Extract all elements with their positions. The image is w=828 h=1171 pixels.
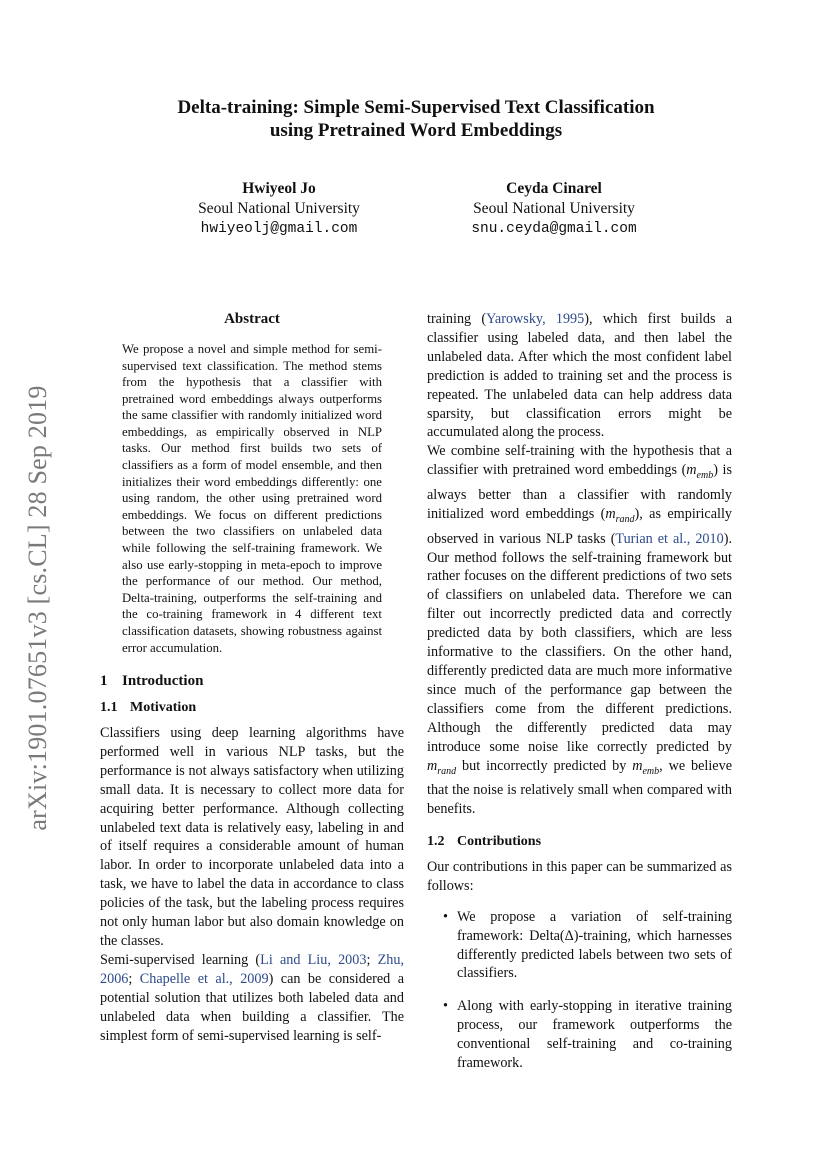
subsection-heading-motivation [100, 699, 404, 718]
subsection-number: 1.1 [100, 700, 118, 716]
right-column [427, 310, 732, 1087]
contributions-list [427, 908, 732, 1073]
abstract-text: We propose a novel and simple method for semi-supervised text classification. The method stems from the hypothesis that a classifier with pretrained word embeddings always outperforms the same classifier with randomly initialized word embeddings, as empirically observed in NLP tasks. Our method first builds two sets of classifiers as a form of model ensemble, and then initializes their word embeddings differently: one using random, the other using pretrained word embeddings. We focus on different predictions between the two classifiers on unlabeled data while following the self-training framework. We also use early-stopping in meta-epoch to improve the performance of our method. Our method, Delta-training, outperforms the self-training and the co-training framework in 4 different text classification datasets, showing robustness against error accumulation. [122, 341, 382, 655]
left-column [100, 310, 404, 1045]
subsection-number: 1.2 [427, 834, 445, 850]
author-affiliation: Seoul National University [473, 200, 635, 217]
author-block-2 [424, 179, 684, 239]
author-block-1 [149, 179, 409, 239]
intro-paragraph-3: training (Yarowsky, 1995), which first builds a classifier using labeled data, and then label the unlabeled data. After which the most confident label prediction is added to training set and the process is repeated. The unlabeled data can help address data sparsity, but classification errors might be accumulated along the process. [427, 311, 732, 441]
math-m-rand: $m_{rand}$ [427, 757, 457, 777]
arxiv-identifier: arXiv:1901.07651v3 [cs.CL] 28 Sep 2019 [23, 385, 52, 831]
citation-chapelle[interactable]: Chapelle et al., 2009 [139, 970, 269, 987]
section-heading-introduction [100, 672, 404, 691]
author-affiliation: Seoul National University [198, 200, 360, 217]
author-name: Ceyda Cinarel [506, 180, 602, 197]
abstract-heading: Abstract [224, 311, 280, 327]
list-item: • Along with early-stopping in iterative training process, our framework outperforms the conventional self-training and co-training framework. [457, 997, 732, 1073]
title-line-2: using Pretrained Word Embeddings [269, 120, 563, 141]
citation-yarowsky[interactable]: Yarowsky, 1995 [486, 311, 585, 327]
math-m-rand: $m_{rand}$ [605, 505, 635, 525]
subsection-title: Motivation [130, 700, 197, 716]
title-line-1: Delta-training: Simple Semi-Supervised Text Classification [177, 97, 655, 118]
list-item: • We propose a variation of self-training framework: Delta(Δ)-training, which harnesses differently predicted labels between two sets of classifiers. [457, 908, 732, 984]
intro-paragraph-1: Classifiers using deep learning algorithms have performed well in various NLP tasks, but the performance is not always satisfactory when utilizing small data. It is necessary to collect more data for acquiring better performance. Although collecting unlabeled text data is relatively easy, labeling in and of itself requires a considerable amount of human labor. In order to incorporate unlabeled data into a task, we have to label the data in accordance to class policies of the task, but the labeling process requires not only human labor but also domain knowledge on the classes. [100, 725, 404, 949]
contributions-intro: Our contributions in this paper can be summarized as follows: [427, 858, 732, 894]
math-m-emb: $m_{emb}$ [632, 757, 660, 777]
arxiv-sidebar [18, 358, 58, 858]
citation-zhu[interactable]: Zhu, 2006 [100, 951, 404, 987]
author-email: snu.ceyda@gmail.com [471, 221, 637, 237]
intro-paragraph-2: Semi-supervised learning (Li and Liu, 2003; Zhu, 2006; Chapelle et al., 2009) can be considered a potential solution that utilizes both labeled data and unlabeled data when building a classifier. The simplest form of semi-supervised learning is self- [100, 951, 404, 1044]
subsection-title: Contributions [457, 834, 542, 850]
intro-paragraph-4: We combine self-training with the hypothesis that a classifier with pretrained word embeddings $(m_{emb})$ is always better than a classifier with randomly initialized word embeddings $(m_{rand})$, as empirically observed in various NLP tasks (Turian et al., 2010). Our method follows the self-training framework but rather focuses on the different predictions of two sets of classifiers on unlabeled data. Therefore we can filter out incorrectly predicted data and correctly predicted data by both classifiers, which are less informative to the classifiers. On the other hand, differently predicted data are much more informative since much of the performance gap between the classifiers come from the different predictions. Although the differently predicted data may introduce some noise like correctly predicted by $m_{rand}$ but incorrectly predicted by $m_{emb}$, we believe that the noise is relatively small when compared with benefits. [427, 443, 732, 818]
section-number: 1 [100, 673, 108, 690]
citation-li-liu[interactable]: Li and Liu, 2003 [260, 951, 367, 968]
author-name: Hwiyeol Jo [242, 180, 316, 197]
author-email: hwiyeolj@gmail.com [200, 221, 358, 237]
math-m-emb: $m_{emb}$ [686, 462, 714, 482]
paper-title [100, 96, 732, 142]
section-title: Introduction [122, 673, 204, 690]
subsection-heading-contributions [427, 833, 732, 852]
citation-turian[interactable]: Turian et al., 2010 [615, 530, 724, 547]
